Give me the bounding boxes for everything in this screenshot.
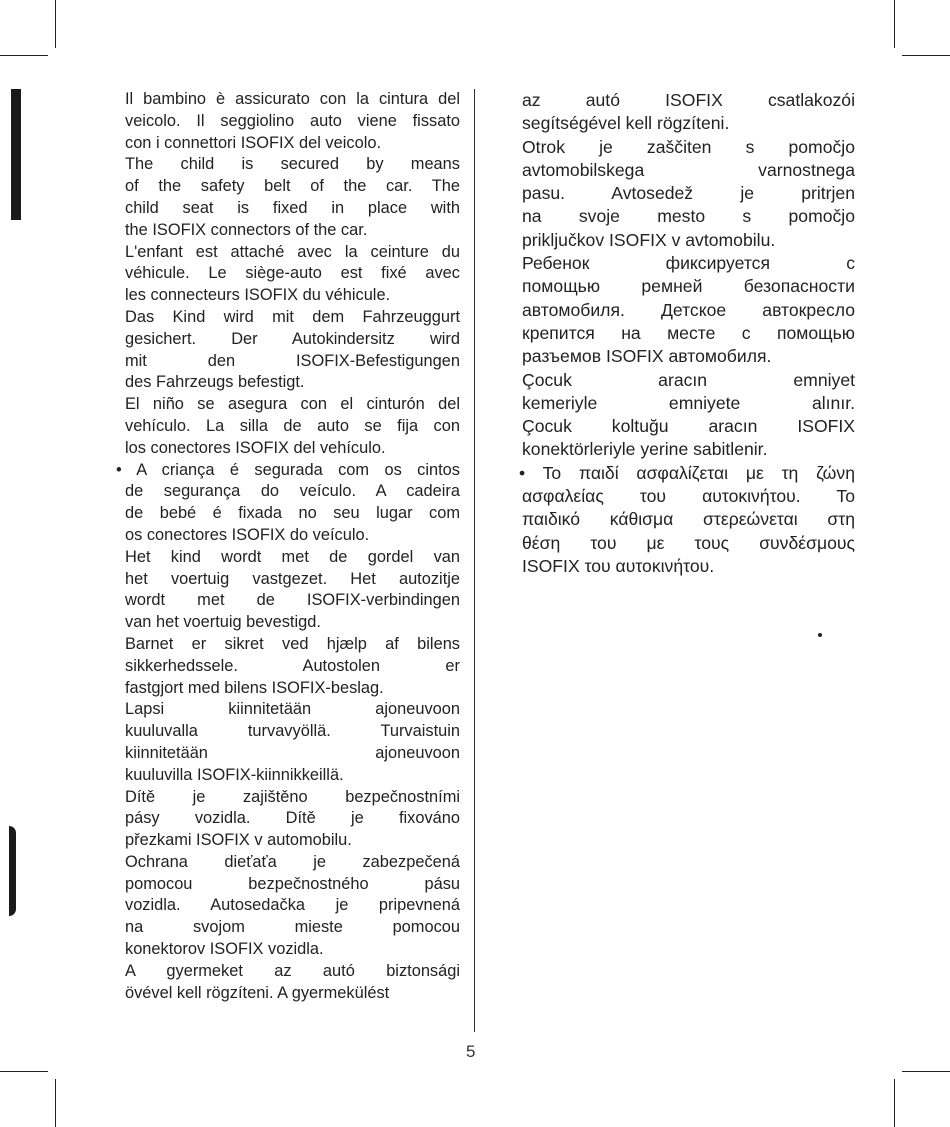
text-line: fastgjort med bilens ISOFIX-beslag. — [125, 678, 384, 697]
text-line: помощью ремней безопасности — [522, 276, 855, 297]
text-line: крепится на месте с помощью — [522, 322, 855, 343]
text-line: avtomobilskega varnostnega — [522, 159, 855, 180]
text-line: de bebé é fixada no seu lugar com — [125, 504, 460, 523]
text-line: des Fahrzeugs befestigt. — [125, 373, 305, 392]
text-line: vehículo. La silla de auto se fija con — [125, 416, 460, 435]
text-line: of the safety belt of the car. The — [125, 177, 460, 196]
text-line: kuuluvalla turvavyöllä. Turvaistuin — [125, 722, 460, 741]
text-line: wordt met de ISOFIX-verbindingen — [125, 591, 460, 610]
text-line: θέση του με τους συνδέσμους — [522, 532, 855, 553]
text-line: mit den ISOFIX-Befestigungen — [125, 351, 460, 370]
text-line: Das Kind wird mit dem Fahrzeuggurt — [125, 307, 460, 326]
text-line: • A criança é segurada com os cintos — [116, 460, 460, 479]
text-line: разъемов ISOFIX автомобиля. — [522, 346, 772, 367]
text-line: na svojom mieste pomocou — [125, 918, 460, 937]
text-line: les connecteurs ISOFIX du véhicule. — [125, 286, 391, 305]
text-line: Ochrana dieťaťa je zabezpečená — [125, 852, 460, 871]
text-line: Çocuk aracın emniyet — [522, 369, 855, 390]
text-line: Otrok je zaščiten s pomočjo — [522, 136, 855, 157]
text-line: Çocuk koltuğu aracın ISOFIX — [522, 416, 855, 437]
crop-mark-bottom-left-vertical — [55, 1079, 56, 1127]
text-line: Barnet er sikret ved hjælp af bilens — [125, 634, 460, 653]
crop-mark-bottom-right-horizontal — [902, 1071, 950, 1072]
text-line: kiinnitetään ajoneuvoon — [125, 743, 460, 762]
left-text-column — [116, 89, 460, 1004]
text-line: kuuluvilla ISOFIX-kiinnikkeillä. — [125, 765, 344, 784]
text-line: pásy vozidla. Dítě je fixováno — [125, 809, 460, 828]
crop-mark-bottom-right-vertical — [894, 1079, 895, 1127]
text-line: veicolo. Il seggiolino auto viene fissato — [125, 111, 460, 130]
page-number: 5 — [466, 1042, 476, 1061]
text-line: os conectores ISOFIX do veículo. — [125, 525, 370, 544]
text-line: vozidla. Autosedačka je pripevnená — [125, 896, 460, 915]
text-line: • Το παιδί ασφαλίζεται με τη ζώνη — [519, 462, 855, 483]
text-line: автомобиля. Детское автокресло — [522, 299, 855, 320]
crop-mark-top-left-horizontal — [0, 55, 48, 56]
side-curve-bar — [9, 826, 16, 916]
text-line: Dítě je zajištěno bezpečnostními — [125, 787, 460, 806]
column-divider — [474, 89, 475, 1032]
text-line: L'enfant est attaché avec la ceinture du — [125, 242, 460, 261]
text-line: az autó ISOFIX csatlakozói — [522, 90, 855, 110]
right-text-column — [519, 89, 855, 578]
crop-mark-top-right-vertical — [894, 0, 895, 48]
text-line: El niño se asegura con el cinturón del — [125, 395, 460, 414]
crop-mark-top-right-horizontal — [902, 55, 950, 56]
text-line: los conectores ISOFIX del vehículo. — [125, 438, 386, 457]
text-line: the ISOFIX connectors of the car. — [125, 220, 368, 239]
text-line: child seat is fixed in place with — [125, 198, 460, 217]
text-line: con i connettori ISOFIX del veicolo. — [125, 133, 381, 152]
crop-mark-top-left-vertical — [55, 0, 56, 48]
text-line: sikkerhedssele. Autostolen er — [125, 656, 460, 675]
text-line: ISOFIX του αυτοκινήτου. — [522, 555, 715, 576]
text-line: kemeriyle emniyete alınır. — [522, 392, 855, 413]
text-line: pomocou bezpečnostného pásu — [125, 874, 460, 893]
text-line: Ребенок фиксируется с — [522, 253, 855, 274]
text-line: segítségével kell rögzíteni. — [522, 113, 730, 134]
text-line: van het voertuig bevestigd. — [125, 613, 321, 632]
text-line: konektörleriyle yerine sabitlenir. — [522, 439, 768, 460]
text-line: de segurança do veículo. A cadeira — [125, 482, 460, 501]
bullet-dot — [818, 633, 822, 637]
text-line: pasu. Avtosedež je pritrjen — [522, 183, 855, 204]
text-line: övével kell rögzíteni. A gyermekülést — [125, 983, 390, 1002]
text-line: konektorov ISOFIX vozidla. — [125, 940, 324, 959]
text-line: The child is secured by means — [125, 155, 460, 174]
crop-mark-bottom-left-horizontal — [0, 1071, 48, 1072]
side-tab-bar — [11, 89, 21, 220]
text-line: přezkami ISOFIX v automobilu. — [125, 831, 352, 850]
text-line: Il bambino è assicurato con la cintura del — [125, 90, 460, 108]
text-line: Het kind wordt met de gordel van — [125, 547, 460, 566]
text-line: het voertuig vastgezet. Het autozitje — [125, 569, 460, 588]
text-line: na svoje mesto s pomočjo — [522, 206, 855, 227]
text-line: ασφαλείας του αυτοκινήτου. Το — [522, 486, 855, 507]
text-line: gesichert. Der Autokindersitz wird — [125, 329, 460, 348]
text-line: véhicule. Le siège-auto est fixé avec — [125, 264, 460, 283]
text-line: A gyermeket az autó biztonsági — [125, 961, 460, 980]
text-line: παιδικό κάθισμα στερεώνεται στη — [522, 509, 855, 530]
text-line: Lapsi kiinnitetään ajoneuvoon — [125, 700, 460, 719]
text-line: priključkov ISOFIX v avtomobilu. — [522, 229, 776, 250]
